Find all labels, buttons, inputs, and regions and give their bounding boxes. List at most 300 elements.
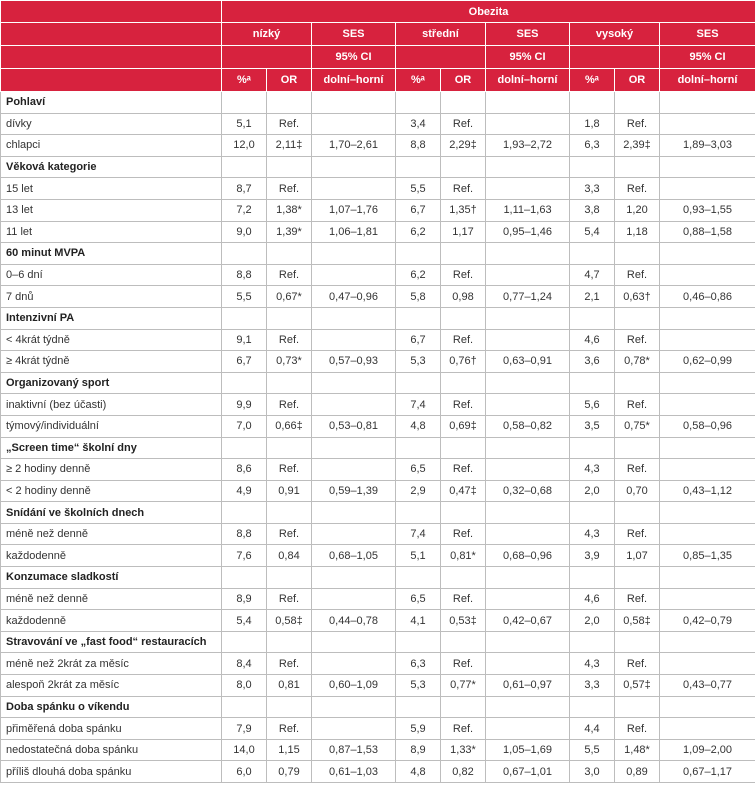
or-cell: 0,84 xyxy=(267,545,312,567)
pct-cell: 6,5 xyxy=(396,588,441,610)
section-empty-cell xyxy=(660,307,755,329)
row-label: 7 dnů xyxy=(1,286,222,308)
or-cell: 1,35† xyxy=(441,199,486,221)
section-empty-cell xyxy=(570,372,615,394)
section-empty-cell xyxy=(441,156,486,178)
or-cell: Ref. xyxy=(267,329,312,351)
header-corner xyxy=(1,46,222,69)
ci-cell: 0,42–0,67 xyxy=(486,610,570,632)
pct-cell: 6,7 xyxy=(396,329,441,351)
section-empty-cell xyxy=(222,502,267,524)
row-label: < 4krát týdně xyxy=(1,329,222,351)
ci-cell xyxy=(486,653,570,675)
ci-cell xyxy=(660,459,755,481)
ci-cell xyxy=(312,588,396,610)
section-title: Doba spánku o víkendu xyxy=(1,696,222,718)
or-cell: 0,76† xyxy=(441,351,486,373)
section-empty-cell xyxy=(615,156,660,178)
row-label: méně než denně xyxy=(1,588,222,610)
section-empty-cell xyxy=(396,307,441,329)
pct-cell: 8,7 xyxy=(222,178,267,200)
pct-cell: 4,6 xyxy=(570,329,615,351)
section-empty-cell xyxy=(267,307,312,329)
or-cell: 0,77* xyxy=(441,675,486,697)
pct-cell: 3,5 xyxy=(570,415,615,437)
or-cell: Ref. xyxy=(441,394,486,416)
section-empty-cell xyxy=(570,307,615,329)
group-ses-mid: SES xyxy=(486,23,570,46)
col-or: OR xyxy=(267,69,312,92)
table-header xyxy=(1,1,755,92)
ci-cell: 0,32–0,68 xyxy=(486,480,570,502)
section-empty-cell xyxy=(312,696,396,718)
section-empty-cell xyxy=(267,92,312,114)
or-cell: 1,15 xyxy=(267,739,312,761)
header-title: Obezita xyxy=(222,1,755,23)
section-empty-cell xyxy=(615,696,660,718)
pct-cell: 4,7 xyxy=(570,264,615,286)
ci-cell xyxy=(312,113,396,135)
or-cell: Ref. xyxy=(441,718,486,740)
or-cell: 0,53‡ xyxy=(441,610,486,632)
section-empty-cell xyxy=(660,156,755,178)
ci-cell xyxy=(660,653,755,675)
section-empty-cell xyxy=(486,567,570,589)
group-name-high: vysoký xyxy=(570,23,660,46)
ci-cell: 0,46–0,86 xyxy=(660,286,755,308)
or-cell: 0,98 xyxy=(441,286,486,308)
pct-cell: 9,1 xyxy=(222,329,267,351)
ci-cell xyxy=(660,329,755,351)
pct-cell: 6,7 xyxy=(222,351,267,373)
table-row xyxy=(1,739,755,761)
pct-cell: 14,0 xyxy=(222,739,267,761)
section-empty-cell xyxy=(222,156,267,178)
or-cell: 0,58‡ xyxy=(267,610,312,632)
section-title: Pohlaví xyxy=(1,92,222,114)
section-empty-cell xyxy=(222,92,267,114)
pct-cell: 5,8 xyxy=(396,286,441,308)
ci-cell: 0,87–1,53 xyxy=(312,739,396,761)
group-name-low: nízký xyxy=(222,23,312,46)
row-label: 0–6 dní xyxy=(1,264,222,286)
pct-cell: 6,3 xyxy=(396,653,441,675)
or-cell: 0,75* xyxy=(615,415,660,437)
pct-cell: 8,8 xyxy=(222,264,267,286)
ci-cell: 0,42–0,79 xyxy=(660,610,755,632)
or-cell: 1,20 xyxy=(615,199,660,221)
ci-cell xyxy=(486,523,570,545)
col-or: OR xyxy=(441,69,486,92)
pct-cell: 7,2 xyxy=(222,199,267,221)
or-cell: Ref. xyxy=(441,653,486,675)
section-empty-cell xyxy=(486,243,570,265)
section-header-row xyxy=(1,92,755,114)
section-empty-cell xyxy=(660,631,755,653)
ci-cell: 0,59–1,39 xyxy=(312,480,396,502)
row-label: ≥ 2 hodiny denně xyxy=(1,459,222,481)
section-empty-cell xyxy=(615,243,660,265)
section-title: 60 minut MVPA xyxy=(1,243,222,265)
ci-cell xyxy=(312,653,396,675)
table-row xyxy=(1,653,755,675)
table-row xyxy=(1,199,755,221)
section-empty-cell xyxy=(396,631,441,653)
pct-cell: 3,8 xyxy=(570,199,615,221)
pct-cell: 5,4 xyxy=(222,610,267,632)
row-label: méně než 2krát za měsíc xyxy=(1,653,222,675)
or-cell: 0,81* xyxy=(441,545,486,567)
section-empty-cell xyxy=(312,156,396,178)
ci-cell: 0,93–1,55 xyxy=(660,199,755,221)
ci-cell: 0,44–0,78 xyxy=(312,610,396,632)
pct-cell: 3,9 xyxy=(570,545,615,567)
or-cell: 1,38* xyxy=(267,199,312,221)
ci-cell: 1,89–3,03 xyxy=(660,135,755,157)
section-empty-cell xyxy=(570,502,615,524)
pct-cell: 9,9 xyxy=(222,394,267,416)
ci-cell: 0,63–0,91 xyxy=(486,351,570,373)
section-empty-cell xyxy=(312,567,396,589)
section-empty-cell xyxy=(441,243,486,265)
section-empty-cell xyxy=(267,156,312,178)
ci-cell xyxy=(486,718,570,740)
section-empty-cell xyxy=(312,437,396,459)
row-label: každodenně xyxy=(1,545,222,567)
section-empty-cell xyxy=(570,437,615,459)
section-empty-cell xyxy=(570,92,615,114)
table-row xyxy=(1,761,755,783)
ci-cell xyxy=(660,523,755,545)
section-empty-cell xyxy=(396,92,441,114)
table-row xyxy=(1,415,755,437)
ci-cell: 0,67–1,17 xyxy=(660,761,755,783)
pct-cell: 5,5 xyxy=(570,739,615,761)
row-label: inaktivní (bez účasti) xyxy=(1,394,222,416)
row-label: alespoň 2krát za měsíc xyxy=(1,675,222,697)
ci-cell: 0,85–1,35 xyxy=(660,545,755,567)
section-empty-cell xyxy=(312,372,396,394)
pct-cell: 4,8 xyxy=(396,415,441,437)
section-empty-cell xyxy=(486,437,570,459)
pct-cell: 8,9 xyxy=(396,739,441,761)
section-empty-cell xyxy=(486,631,570,653)
pct-cell: 8,8 xyxy=(396,135,441,157)
ci-cell xyxy=(486,459,570,481)
pct-cell: 6,3 xyxy=(570,135,615,157)
ci-cell: 0,77–1,24 xyxy=(486,286,570,308)
section-empty-cell xyxy=(267,696,312,718)
ci-cell xyxy=(660,264,755,286)
pct-cell: 2,0 xyxy=(570,610,615,632)
row-label: týmový/individuální xyxy=(1,415,222,437)
table-row xyxy=(1,135,755,157)
col-pct: %ᵃ xyxy=(222,69,267,92)
pct-cell: 4,3 xyxy=(570,653,615,675)
or-cell: Ref. xyxy=(615,718,660,740)
ci-cell: 1,70–2,61 xyxy=(312,135,396,157)
ci-cell: 0,60–1,09 xyxy=(312,675,396,697)
or-cell: Ref. xyxy=(267,459,312,481)
ci-cell: 0,43–1,12 xyxy=(660,480,755,502)
ci-cell: 1,09–2,00 xyxy=(660,739,755,761)
pct-cell: 3,4 xyxy=(396,113,441,135)
or-cell: Ref. xyxy=(267,113,312,135)
pct-cell: 5,5 xyxy=(222,286,267,308)
or-cell: 0,79 xyxy=(267,761,312,783)
ci-cell: 0,57–0,93 xyxy=(312,351,396,373)
header-blank xyxy=(222,46,312,69)
section-empty-cell xyxy=(570,156,615,178)
table-row xyxy=(1,113,755,135)
or-cell: 0,69‡ xyxy=(441,415,486,437)
section-header-row xyxy=(1,307,755,329)
section-empty-cell xyxy=(312,243,396,265)
pct-cell: 4,3 xyxy=(570,523,615,545)
or-cell: Ref. xyxy=(441,264,486,286)
section-empty-cell xyxy=(222,307,267,329)
ci-cell: 0,61–0,97 xyxy=(486,675,570,697)
pct-cell: 8,6 xyxy=(222,459,267,481)
section-empty-cell xyxy=(267,502,312,524)
or-cell: Ref. xyxy=(441,523,486,545)
pct-cell: 4,9 xyxy=(222,480,267,502)
section-empty-cell xyxy=(312,92,396,114)
section-empty-cell xyxy=(222,437,267,459)
section-empty-cell xyxy=(486,696,570,718)
section-title: Stravování ve „fast food“ restauracích xyxy=(1,631,222,653)
or-cell: Ref. xyxy=(615,459,660,481)
table-row xyxy=(1,588,755,610)
ci-cell xyxy=(660,718,755,740)
pct-cell: 3,3 xyxy=(570,178,615,200)
col-ci: dolní–horní xyxy=(486,69,570,92)
ci-cell xyxy=(312,718,396,740)
ci-cell: 0,61–1,03 xyxy=(312,761,396,783)
ci-cell: 1,06–1,81 xyxy=(312,221,396,243)
section-header-row xyxy=(1,437,755,459)
pct-cell: 5,4 xyxy=(570,221,615,243)
table-row xyxy=(1,394,755,416)
or-cell: Ref. xyxy=(441,113,486,135)
group-ses-high: SES xyxy=(660,23,755,46)
header-blank xyxy=(396,46,486,69)
section-empty-cell xyxy=(570,567,615,589)
section-empty-cell xyxy=(312,502,396,524)
pct-cell: 6,0 xyxy=(222,761,267,783)
section-empty-cell xyxy=(570,243,615,265)
or-cell: Ref. xyxy=(615,329,660,351)
or-cell: Ref. xyxy=(441,459,486,481)
pct-cell: 8,9 xyxy=(222,588,267,610)
section-empty-cell xyxy=(615,307,660,329)
pct-cell: 2,9 xyxy=(396,480,441,502)
or-cell: 1,18 xyxy=(615,221,660,243)
section-empty-cell xyxy=(222,631,267,653)
pct-cell: 8,4 xyxy=(222,653,267,675)
or-cell: 0,66‡ xyxy=(267,415,312,437)
row-label: příliš dlouhá doba spánku xyxy=(1,761,222,783)
row-label: chlapci xyxy=(1,135,222,157)
table-row xyxy=(1,718,755,740)
ci-cell xyxy=(312,329,396,351)
row-label: přiměřená doba spánku xyxy=(1,718,222,740)
section-empty-cell xyxy=(615,631,660,653)
or-cell: 1,48* xyxy=(615,739,660,761)
section-empty-cell xyxy=(441,92,486,114)
section-header-row xyxy=(1,372,755,394)
or-cell: Ref. xyxy=(615,588,660,610)
section-empty-cell xyxy=(396,156,441,178)
section-empty-cell xyxy=(660,696,755,718)
pct-cell: 7,4 xyxy=(396,523,441,545)
or-cell: 0,82 xyxy=(441,761,486,783)
ci-cell: 0,58–0,96 xyxy=(660,415,755,437)
pct-cell: 7,0 xyxy=(222,415,267,437)
or-cell: Ref. xyxy=(615,653,660,675)
or-cell: Ref. xyxy=(441,178,486,200)
row-label: dívky xyxy=(1,113,222,135)
pct-cell: 5,3 xyxy=(396,675,441,697)
section-empty-cell xyxy=(396,502,441,524)
ci-cell: 0,67–1,01 xyxy=(486,761,570,783)
pct-cell: 8,8 xyxy=(222,523,267,545)
or-cell: Ref. xyxy=(615,113,660,135)
ci-cell xyxy=(486,329,570,351)
or-cell: 0,70 xyxy=(615,480,660,502)
ci-cell: 0,47–0,96 xyxy=(312,286,396,308)
group-ci-high: 95% CI xyxy=(660,46,755,69)
ci-cell xyxy=(312,394,396,416)
or-cell: Ref. xyxy=(267,653,312,675)
section-header-row xyxy=(1,631,755,653)
ci-cell xyxy=(486,113,570,135)
header-corner xyxy=(1,69,222,92)
pct-cell: 5,6 xyxy=(570,394,615,416)
pct-cell: 4,1 xyxy=(396,610,441,632)
ci-cell xyxy=(312,523,396,545)
table-row xyxy=(1,675,755,697)
table-row xyxy=(1,610,755,632)
section-empty-cell xyxy=(396,437,441,459)
ci-cell xyxy=(486,264,570,286)
pct-cell: 7,4 xyxy=(396,394,441,416)
row-label: nedostatečná doba spánku xyxy=(1,739,222,761)
section-empty-cell xyxy=(441,631,486,653)
ci-cell: 1,05–1,69 xyxy=(486,739,570,761)
table-row xyxy=(1,264,755,286)
or-cell: Ref. xyxy=(267,178,312,200)
header-corner xyxy=(1,23,222,46)
section-empty-cell xyxy=(312,307,396,329)
pct-cell: 3,6 xyxy=(570,351,615,373)
section-title: Věková kategorie xyxy=(1,156,222,178)
table-row xyxy=(1,545,755,567)
pct-cell: 6,2 xyxy=(396,264,441,286)
or-cell: Ref. xyxy=(267,264,312,286)
section-empty-cell xyxy=(615,502,660,524)
ci-cell xyxy=(312,459,396,481)
pct-cell: 5,1 xyxy=(396,545,441,567)
section-empty-cell xyxy=(660,502,755,524)
section-empty-cell xyxy=(570,696,615,718)
pct-cell: 6,7 xyxy=(396,199,441,221)
or-cell: Ref. xyxy=(615,178,660,200)
ci-cell xyxy=(486,394,570,416)
or-cell: 0,78* xyxy=(615,351,660,373)
section-empty-cell xyxy=(570,631,615,653)
or-cell: Ref. xyxy=(615,394,660,416)
section-empty-cell xyxy=(267,372,312,394)
or-cell: Ref. xyxy=(267,718,312,740)
row-label: 15 let xyxy=(1,178,222,200)
table-row xyxy=(1,480,755,502)
pct-cell: 3,3 xyxy=(570,675,615,697)
col-or: OR xyxy=(615,69,660,92)
or-cell: 0,81 xyxy=(267,675,312,697)
section-empty-cell xyxy=(312,631,396,653)
pct-cell: 8,0 xyxy=(222,675,267,697)
section-header-row xyxy=(1,696,755,718)
section-empty-cell xyxy=(486,92,570,114)
ci-cell: 1,93–2,72 xyxy=(486,135,570,157)
section-empty-cell xyxy=(396,372,441,394)
section-empty-cell xyxy=(441,307,486,329)
col-ci: dolní–horní xyxy=(660,69,755,92)
header-corner xyxy=(1,1,222,23)
section-empty-cell xyxy=(267,243,312,265)
ci-cell xyxy=(486,178,570,200)
ci-cell xyxy=(312,264,396,286)
section-empty-cell xyxy=(486,372,570,394)
section-empty-cell xyxy=(615,567,660,589)
ci-cell: 0,62–0,99 xyxy=(660,351,755,373)
section-empty-cell xyxy=(615,372,660,394)
ci-cell: 0,43–0,77 xyxy=(660,675,755,697)
section-empty-cell xyxy=(267,631,312,653)
section-title: Organizovaný sport xyxy=(1,372,222,394)
group-name-mid: střední xyxy=(396,23,486,46)
row-label: každodenně xyxy=(1,610,222,632)
ci-cell: 0,88–1,58 xyxy=(660,221,755,243)
section-header-row xyxy=(1,502,755,524)
pct-cell: 5,5 xyxy=(396,178,441,200)
table-row xyxy=(1,286,755,308)
or-cell: 2,11‡ xyxy=(267,135,312,157)
section-empty-cell xyxy=(660,243,755,265)
section-empty-cell xyxy=(486,156,570,178)
pct-cell: 4,8 xyxy=(396,761,441,783)
section-title: Intenzivní PA xyxy=(1,307,222,329)
table-row xyxy=(1,221,755,243)
pct-cell: 5,1 xyxy=(222,113,267,135)
or-cell: 0,73* xyxy=(267,351,312,373)
section-empty-cell xyxy=(441,437,486,459)
or-cell: Ref. xyxy=(267,394,312,416)
or-cell: 0,67* xyxy=(267,286,312,308)
section-empty-cell xyxy=(396,696,441,718)
row-label: 11 let xyxy=(1,221,222,243)
table-row xyxy=(1,523,755,545)
pct-cell: 4,3 xyxy=(570,459,615,481)
or-cell: 0,63† xyxy=(615,286,660,308)
pct-cell: 7,6 xyxy=(222,545,267,567)
or-cell: Ref. xyxy=(615,264,660,286)
section-title: Konzumace sladkostí xyxy=(1,567,222,589)
section-empty-cell xyxy=(396,567,441,589)
table-row xyxy=(1,351,755,373)
or-cell: 0,89 xyxy=(615,761,660,783)
